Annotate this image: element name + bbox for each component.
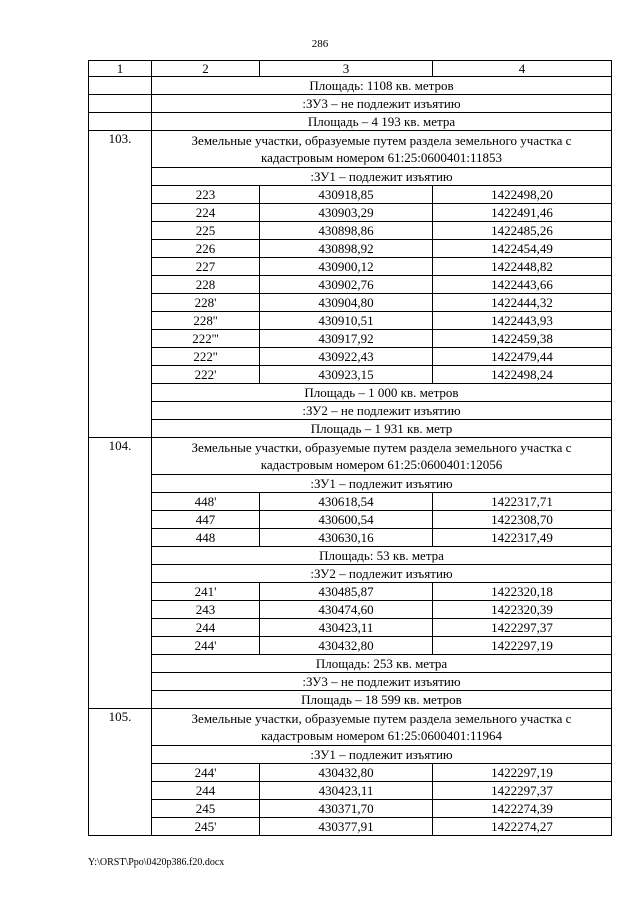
x-coordinate: 430910,51 bbox=[260, 312, 433, 330]
x-coordinate: 430432,80 bbox=[260, 637, 433, 655]
group-label-row bbox=[89, 565, 612, 583]
page-number: 286 bbox=[311, 38, 329, 50]
section-number: 103. bbox=[89, 131, 152, 438]
point-row bbox=[89, 583, 612, 601]
point-row bbox=[89, 764, 612, 782]
x-coordinate: 430432,80 bbox=[260, 764, 433, 782]
x-coordinate: 430485,87 bbox=[260, 583, 433, 601]
point-id: 222' bbox=[152, 366, 260, 384]
table-row bbox=[89, 77, 612, 95]
x-coordinate: 430474,60 bbox=[260, 601, 433, 619]
point-id: 245' bbox=[152, 818, 260, 836]
column-header-1: 1 bbox=[89, 61, 152, 77]
point-row bbox=[89, 782, 612, 800]
y-coordinate: 1422320,39 bbox=[433, 601, 612, 619]
point-id: 226 bbox=[152, 240, 260, 258]
point-id: 228' bbox=[152, 294, 260, 312]
section-tail-text: :ЗУ3 – не подлежит изъятию bbox=[152, 673, 612, 691]
point-row bbox=[89, 312, 612, 330]
point-row bbox=[89, 258, 612, 276]
point-id: 244' bbox=[152, 764, 260, 782]
point-row bbox=[89, 276, 612, 294]
y-coordinate: 1422297,19 bbox=[433, 637, 612, 655]
point-row bbox=[89, 619, 612, 637]
x-coordinate: 430630,16 bbox=[260, 529, 433, 547]
point-row bbox=[89, 222, 612, 240]
point-row bbox=[89, 818, 612, 836]
section-tail-text: Площадь – 1 931 кв. метр bbox=[152, 420, 612, 438]
point-id: 222'' bbox=[152, 348, 260, 366]
y-coordinate: 1422444,32 bbox=[433, 294, 612, 312]
point-row bbox=[89, 800, 612, 818]
area-row bbox=[89, 547, 612, 565]
footer-file-path: Y:\ORST\Ppo\0420p386.f20.docx bbox=[88, 857, 225, 868]
point-id: 244' bbox=[152, 637, 260, 655]
x-coordinate: 430902,76 bbox=[260, 276, 433, 294]
x-coordinate: 430904,80 bbox=[260, 294, 433, 312]
x-coordinate: 430918,85 bbox=[260, 186, 433, 204]
x-coordinate: 430903,29 bbox=[260, 204, 433, 222]
section-title: Земельные участки, образуемые путем раздела земельного участка с кадастровым номером 61:25:0600401:11853 bbox=[152, 131, 612, 168]
point-row bbox=[89, 493, 612, 511]
point-row bbox=[89, 204, 612, 222]
point-id: 448' bbox=[152, 493, 260, 511]
group-label: :ЗУ1 – подлежит изъятию bbox=[152, 168, 612, 186]
section-header-row bbox=[89, 438, 612, 475]
y-coordinate: 1422443,66 bbox=[433, 276, 612, 294]
section-tail-row bbox=[89, 673, 612, 691]
y-coordinate: 1422498,24 bbox=[433, 366, 612, 384]
y-coordinate: 1422454,49 bbox=[433, 240, 612, 258]
y-coordinate: 1422317,71 bbox=[433, 493, 612, 511]
y-coordinate: 1422498,20 bbox=[433, 186, 612, 204]
point-id: 228'' bbox=[152, 312, 260, 330]
point-row bbox=[89, 186, 612, 204]
x-coordinate: 430423,11 bbox=[260, 619, 433, 637]
y-coordinate: 1422479,44 bbox=[433, 348, 612, 366]
point-id: 225 bbox=[152, 222, 260, 240]
y-coordinate: 1422297,37 bbox=[433, 782, 612, 800]
group-label-row bbox=[89, 475, 612, 493]
x-coordinate: 430600,54 bbox=[260, 511, 433, 529]
continuation-line: Площадь: 1108 кв. метров bbox=[152, 77, 612, 95]
area-text: Площадь – 1 000 кв. метров bbox=[152, 384, 612, 402]
area-row bbox=[89, 384, 612, 402]
number-cell-empty bbox=[89, 113, 152, 131]
point-id: 228 bbox=[152, 276, 260, 294]
point-id: 243 bbox=[152, 601, 260, 619]
point-row bbox=[89, 511, 612, 529]
y-coordinate: 1422317,49 bbox=[433, 529, 612, 547]
column-header-2: 2 bbox=[152, 61, 260, 77]
table-row bbox=[89, 113, 612, 131]
section-title: Земельные участки, образуемые путем раздела земельного участка с кадастровым номером 61:25:0600401:12056 bbox=[152, 438, 612, 475]
number-cell-empty bbox=[89, 77, 152, 95]
point-row bbox=[89, 294, 612, 312]
section-tail-row bbox=[89, 691, 612, 709]
section-header-row bbox=[89, 709, 612, 746]
group-label: :ЗУ2 – подлежит изъятию bbox=[152, 565, 612, 583]
x-coordinate: 430618,54 bbox=[260, 493, 433, 511]
section-title: Земельные участки, образуемые путем раздела земельного участка с кадастровым номером 61:25:0600401:11964 bbox=[152, 709, 612, 746]
column-header-4: 4 bbox=[433, 61, 612, 77]
point-id: 223 bbox=[152, 186, 260, 204]
y-coordinate: 1422443,93 bbox=[433, 312, 612, 330]
x-coordinate: 430917,92 bbox=[260, 330, 433, 348]
x-coordinate: 430923,15 bbox=[260, 366, 433, 384]
group-label: :ЗУ1 – подлежит изъятию bbox=[152, 746, 612, 764]
section-tail-row bbox=[89, 402, 612, 420]
y-coordinate: 1422274,27 bbox=[433, 818, 612, 836]
point-row bbox=[89, 529, 612, 547]
point-id: 227 bbox=[152, 258, 260, 276]
point-id: 448 bbox=[152, 529, 260, 547]
x-coordinate: 430898,92 bbox=[260, 240, 433, 258]
section-tail-text: :ЗУ2 – не подлежит изъятию bbox=[152, 402, 612, 420]
group-label: :ЗУ1 – подлежит изъятию bbox=[152, 475, 612, 493]
table-body bbox=[89, 61, 612, 836]
x-coordinate: 430898,86 bbox=[260, 222, 433, 240]
point-row bbox=[89, 637, 612, 655]
point-id: 224 bbox=[152, 204, 260, 222]
point-row bbox=[89, 601, 612, 619]
y-coordinate: 1422308,70 bbox=[433, 511, 612, 529]
y-coordinate: 1422459,38 bbox=[433, 330, 612, 348]
section-tail-row bbox=[89, 420, 612, 438]
y-coordinate: 1422491,46 bbox=[433, 204, 612, 222]
point-id: 447 bbox=[152, 511, 260, 529]
area-text: Площадь: 53 кв. метра bbox=[152, 547, 612, 565]
x-coordinate: 430371,70 bbox=[260, 800, 433, 818]
point-row bbox=[89, 348, 612, 366]
number-cell-empty bbox=[89, 95, 152, 113]
continuation-line: :ЗУ3 – не подлежит изъятию bbox=[152, 95, 612, 113]
continuation-line: Площадь – 4 193 кв. метра bbox=[152, 113, 612, 131]
table-row bbox=[89, 95, 612, 113]
point-id: 222''' bbox=[152, 330, 260, 348]
y-coordinate: 1422297,37 bbox=[433, 619, 612, 637]
section-number: 104. bbox=[89, 438, 152, 709]
area-row bbox=[89, 655, 612, 673]
section-tail-text: Площадь – 18 599 кв. метров bbox=[152, 691, 612, 709]
group-label-row bbox=[89, 168, 612, 186]
point-row bbox=[89, 240, 612, 258]
point-id: 244 bbox=[152, 619, 260, 637]
area-text: Площадь: 253 кв. метра bbox=[152, 655, 612, 673]
table-header-row bbox=[89, 61, 612, 77]
group-label-row bbox=[89, 746, 612, 764]
y-coordinate: 1422320,18 bbox=[433, 583, 612, 601]
y-coordinate: 1422448,82 bbox=[433, 258, 612, 276]
column-header-3: 3 bbox=[260, 61, 433, 77]
coordinates-table bbox=[88, 60, 612, 836]
point-id: 245 bbox=[152, 800, 260, 818]
section-header-row bbox=[89, 131, 612, 168]
section-number: 105. bbox=[89, 709, 152, 836]
point-id: 244 bbox=[152, 782, 260, 800]
point-row bbox=[89, 330, 612, 348]
x-coordinate: 430377,91 bbox=[260, 818, 433, 836]
x-coordinate: 430423,11 bbox=[260, 782, 433, 800]
x-coordinate: 430900,12 bbox=[260, 258, 433, 276]
point-id: 241' bbox=[152, 583, 260, 601]
x-coordinate: 430922,43 bbox=[260, 348, 433, 366]
y-coordinate: 1422485,26 bbox=[433, 222, 612, 240]
y-coordinate: 1422297,19 bbox=[433, 764, 612, 782]
point-row bbox=[89, 366, 612, 384]
y-coordinate: 1422274,39 bbox=[433, 800, 612, 818]
